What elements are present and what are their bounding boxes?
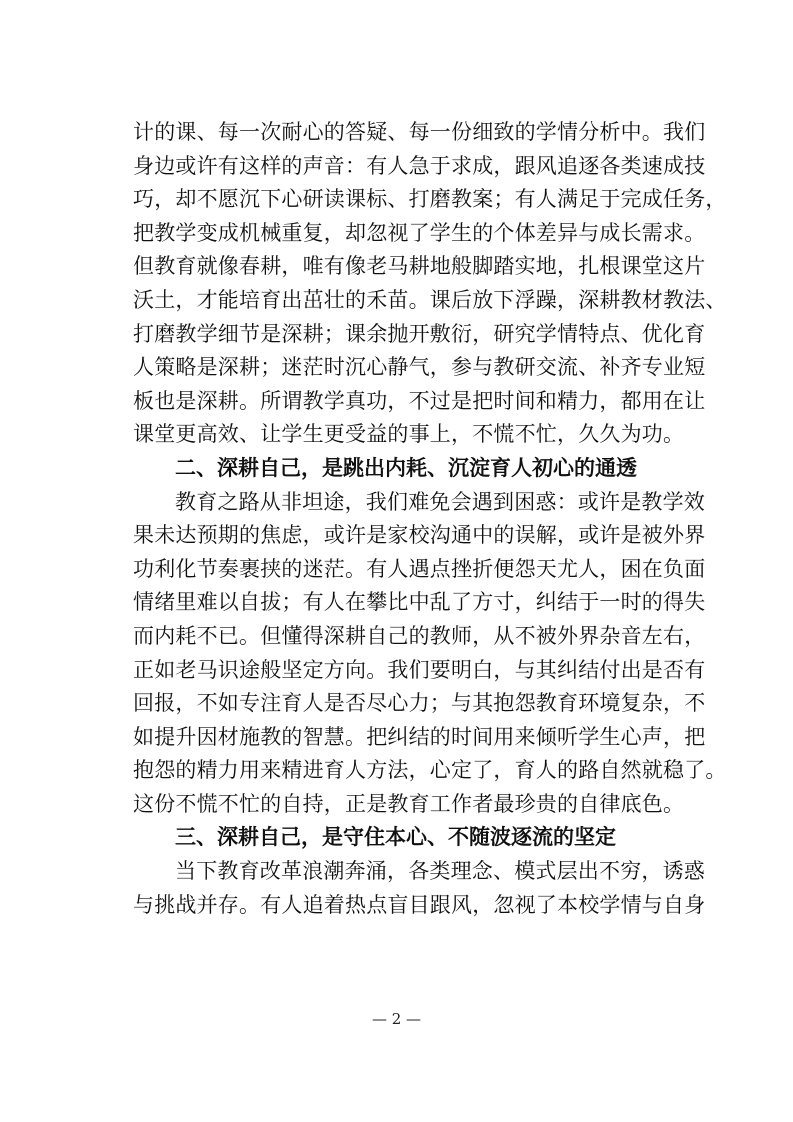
text-line: 沃土，才能培育出茁壮的禾苗。课后放下浮躁，深耕教材教法、 [133, 287, 727, 312]
text-line: 板也是深耕。所谓教学真功，不过是把时间和精力，都用在让 [133, 388, 706, 413]
text-line: 打磨教学细节是深耕；课余抛开敷衍，研究学情特点、优化育 [133, 321, 706, 346]
text-line: 正如老马识途般坚定方向。我们要明白，与其纠结付出是否有 [133, 657, 706, 682]
text-line: 计的课、每一次耐心的答疑、每一份细致的学情分析中。我们 [133, 120, 706, 144]
text-line: 当下教育改革浪潮奔涌，各类理念、模式层出不穷，诱惑 [175, 859, 705, 884]
text-line: 回报，不如专注育人是否尽心力；与其抱怨教育环境复杂，不 [133, 691, 706, 716]
text-line: 课堂更高效、让学生更受益的事上，不慌不忙，久久为功。 [133, 422, 685, 447]
text-line: 功利化节奏裹挟的迷茫。有人遇点挫折便怨天尤人，困在负面 [133, 556, 706, 581]
text-line: 这份不慌不忙的自持，正是教育工作者最珍贵的自律底色。 [133, 791, 685, 816]
text-line: 巧，却不愿沉下心研读课标、打磨教案；有人满足于完成任务， [133, 187, 727, 212]
text-line: 但教育就像春耕，唯有像老马耕地般脚踏实地，扎根课堂这片 [133, 254, 706, 279]
text-line: 而内耗不已。但懂得深耕自己的教师，从不被外界杂音左右， [133, 623, 706, 648]
text-line: 教育之路从非坦途，我们难免会遇到困惑：或许是教学效 [175, 489, 705, 514]
text-line: 抱怨的精力用来精进育人方法，心定了，育人的路自然就稳了。 [133, 758, 727, 783]
text-line: 情绪里难以自拔；有人在攀比中乱了方寸，纠结于一时的得失 [133, 590, 706, 615]
text-line: 身边或许有这样的声音：有人急于求成，跟风追逐各类速成技 [133, 153, 706, 178]
text-line: 与挑战并存。有人追着热点盲目跟风，忽视了本校学情与自身 [133, 892, 706, 917]
text-line: 如提升因材施教的智慧。把纠结的时间用来倾听学生心声，把 [133, 724, 706, 749]
page-number: — 2 — [371, 1010, 422, 1028]
section-heading: 二、深耕自己，是跳出内耗、沉淀育人初心的通透 [175, 455, 637, 480]
text-line: 果未达预期的焦虑，或许是家校沟通中的误解，或许是被外界 [133, 523, 706, 548]
text-line: 人策略是深耕；迷茫时沉心静气，参与教研交流、补齐专业短 [133, 355, 706, 380]
body-text [133, 116, 727, 922]
section-heading: 三、深耕自己，是守住本心、不随波逐流的坚定 [175, 825, 616, 850]
text-line: 把教学变成机械重复，却忽视了学生的个体差异与成长需求。 [133, 220, 706, 245]
